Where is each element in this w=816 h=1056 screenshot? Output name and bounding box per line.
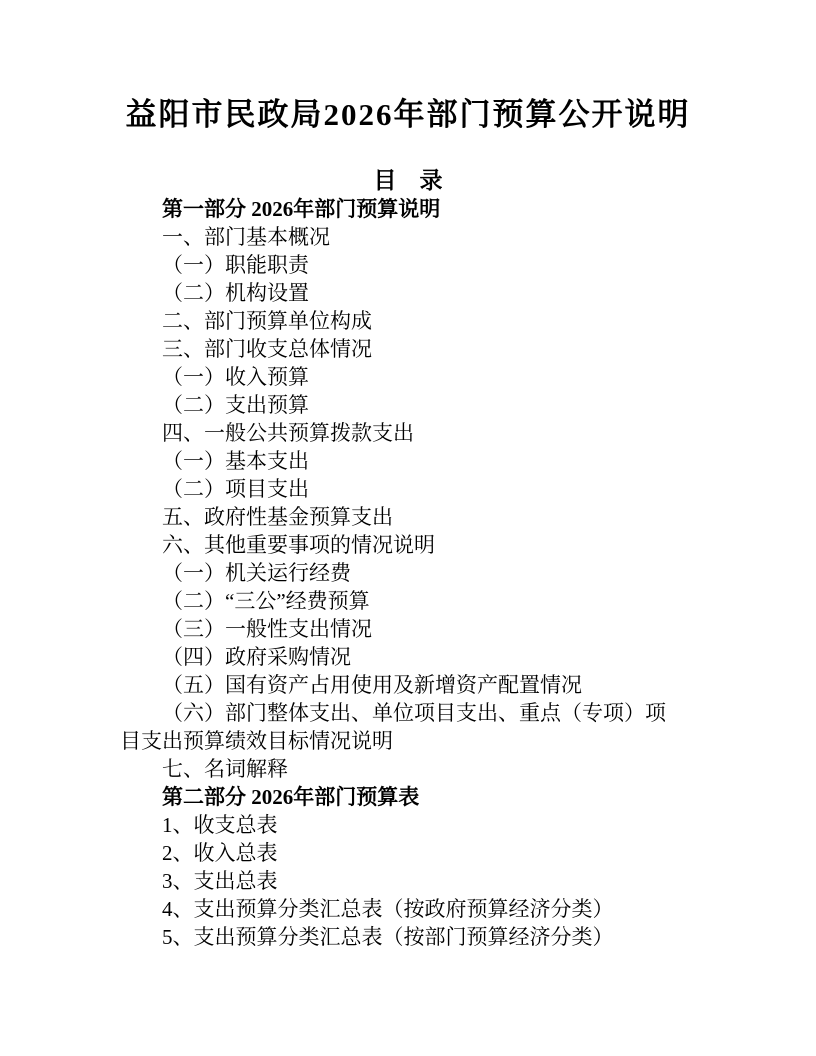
toc-item: （三）一般性支出情况 (162, 617, 372, 641)
table-of-contents (120, 167, 696, 951)
toc-item: （二）机构设置 (162, 281, 309, 305)
toc-item-continuation: 目支出预算绩效目标情况说明 (120, 729, 393, 753)
toc-item: 三、部门收支总体情况 (162, 337, 372, 361)
toc-item: 2、收入总表 (162, 841, 278, 865)
toc-item: （二）项目支出 (162, 477, 309, 501)
toc-item: 四、一般公共预算拨款支出 (162, 421, 414, 445)
toc-item: （一）基本支出 (162, 449, 309, 473)
toc-item: 1、收支总表 (162, 813, 278, 837)
toc-item: 5、支出预算分类汇总表（按部门预算经济分类） (162, 925, 614, 949)
toc-item: （六）部门整体支出、单位项目支出、重点（专项）项 (162, 701, 666, 725)
toc-item: 七、名词解释 (162, 757, 288, 781)
document-title: 益阳市民政局2026年部门预算公开说明 (125, 97, 691, 132)
toc-item: 3、支出总表 (162, 869, 278, 893)
toc-item: 4、支出预算分类汇总表（按政府预算经济分类） (162, 897, 614, 921)
toc-item: （五）国有资产占用使用及新增资产配置情况 (162, 673, 582, 697)
toc-item: （一）职能职责 (162, 253, 309, 277)
toc-item: （一）机关运行经费 (162, 561, 351, 585)
toc-item: 二、部门预算单位构成 (162, 309, 372, 333)
toc-heading: 目 录 (373, 168, 443, 193)
toc-item: （二）“三公”经费预算 (162, 589, 370, 613)
toc-item: （四）政府采购情况 (162, 645, 351, 669)
toc-item: 一、部门基本概况 (162, 225, 330, 249)
part2-heading: 第二部分 2026年部门预算表 (162, 785, 420, 809)
toc-item: 五、政府性基金预算支出 (162, 505, 393, 529)
toc-item: （二）支出预算 (162, 393, 309, 417)
toc-item: （一）收入预算 (162, 365, 309, 389)
part1-heading: 第一部分 2026年部门预算说明 (162, 197, 441, 221)
toc-item: 六、其他重要事项的情况说明 (162, 533, 435, 557)
